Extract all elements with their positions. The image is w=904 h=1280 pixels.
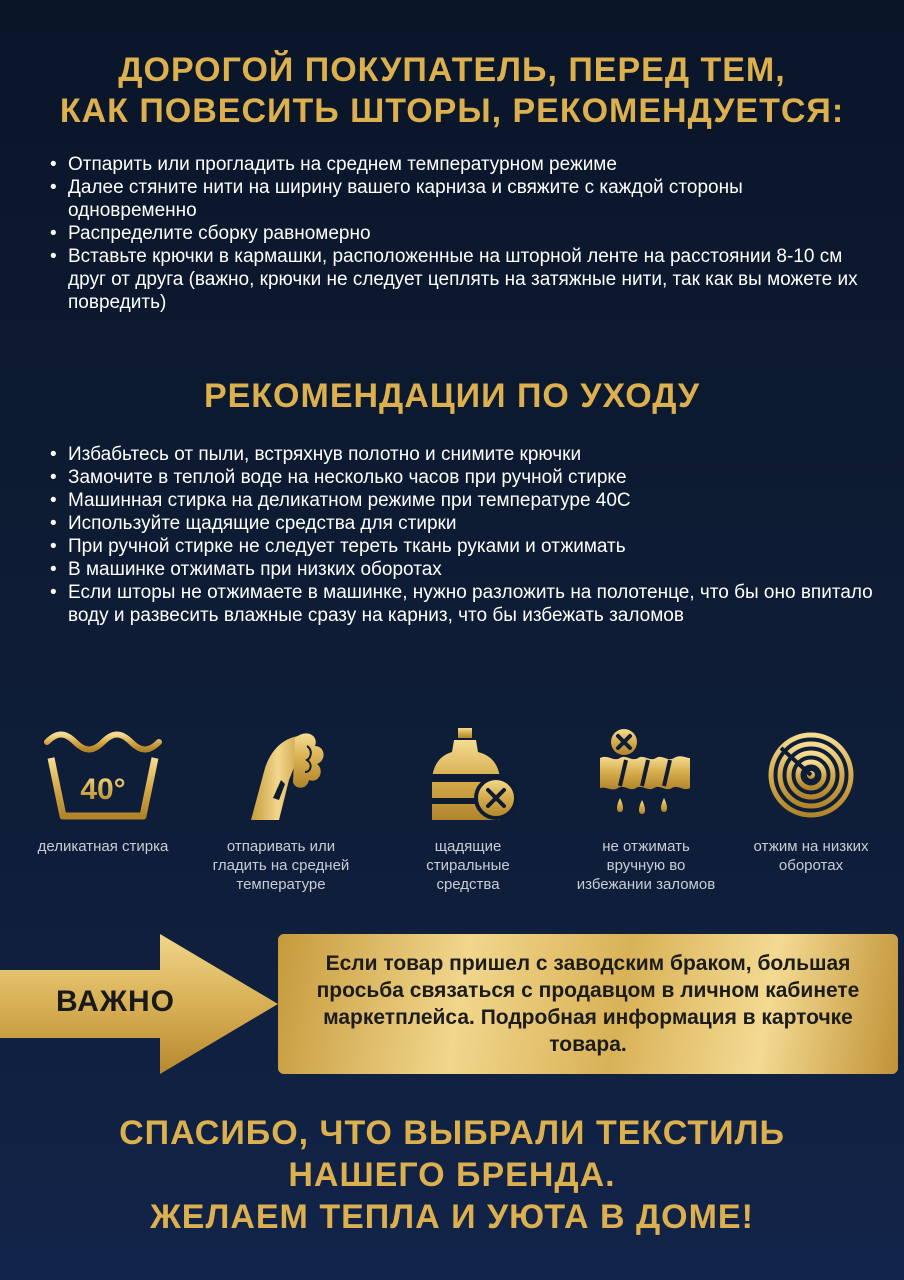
list-item: • Далее стяните нити на ширину вашего карниза и свяжите с каждой стороны одновременно — [48, 176, 874, 222]
wash-temperature: 40° — [80, 773, 126, 806]
care-icon-cell — [28, 728, 178, 856]
care-icon-cell — [393, 728, 543, 894]
preparation-list — [48, 153, 874, 314]
closing-line-1: СПАСИБО, ЧТО ВЫБРАЛИ ТЕКСТИЛЬ НАШЕГО БРЕНДА. — [119, 1114, 785, 1194]
icon-label: отпаривать или гладить на средней температуре — [212, 838, 350, 893]
closing-line-2: ЖЕЛАЕМ ТЕПЛА И УЮТА В ДОМЕ! — [150, 1198, 754, 1236]
icon-label: не отжимать вручную во избежании заломов — [576, 838, 716, 893]
list-item: • Избабьтесь от пыли, встряхнув полотно и снимите крючки — [48, 443, 874, 466]
care-icon-cell — [206, 728, 356, 894]
page-title — [0, 50, 904, 132]
list-item: • В машинке отжимать при низких оборотах — [48, 558, 874, 581]
important-notice-text: Если товар пришел с заводским браком, большая просьба связаться с продавцом в личном кабинете маркетплейса. Подробная информация в карточке товара. — [316, 952, 860, 1056]
icon-label: отжим на низких оборотах — [753, 838, 869, 874]
care-icon-cell — [736, 728, 886, 875]
care-heading: РЕКОМЕНДАЦИИ ПО УХОДУ — [203, 377, 701, 415]
icon-label: щадящие стиральные средства — [426, 838, 510, 893]
iron-steam-icon — [221, 728, 341, 823]
no-wring-icon — [586, 728, 706, 823]
spiral-spin-icon — [751, 728, 871, 823]
detergent-bottle-icon — [408, 728, 528, 823]
list-item: • Замочите в теплой воде на несколько часов при ручной стирке — [48, 466, 874, 489]
page-title-line-1: ДОРОГОЙ ПОКУПАТЕЛЬ, ПЕРЕД ТЕМ, — [118, 51, 786, 89]
care-icons-row — [0, 728, 904, 918]
closing-message — [0, 1112, 904, 1238]
list-item: • Машинная стирка на деликатном режиме при температуре 40С — [48, 489, 874, 512]
list-item: • Отпарить или прогладить на среднем температурном режиме — [48, 153, 874, 176]
care-icon-cell — [571, 728, 721, 894]
list-item: • Распределите сборку равномерно — [48, 222, 874, 245]
icon-label: деликатная стирка — [37, 838, 169, 855]
care-list — [48, 443, 874, 627]
important-label: ВАЖНО — [56, 985, 175, 1018]
wash-40-icon — [43, 728, 163, 823]
list-item: • Если шторы не отжимаете в машинке, нужно разложить на полотенце, что бы оно впитало воду и развесить влажные сразу на карниз, что бы избежать заломов — [48, 581, 874, 627]
important-notice — [278, 934, 898, 1074]
list-item: • При ручной стирке не следует тереть ткань руками и отжимать — [48, 535, 874, 558]
page-title-line-2: КАК ПОВЕСИТЬ ШТОРЫ, РЕКОМЕНДУЕТСЯ: — [59, 92, 845, 130]
list-item: • Используйте щадящие средства для стирки — [48, 512, 874, 535]
list-item: • Вставьте крючки в кармашки, расположенные на шторной ленте на расстоянии 8-10 см друг от друга (важно, крючки не следует цеплять на затяжные нити, так как вы можете их повредить) — [48, 245, 874, 314]
